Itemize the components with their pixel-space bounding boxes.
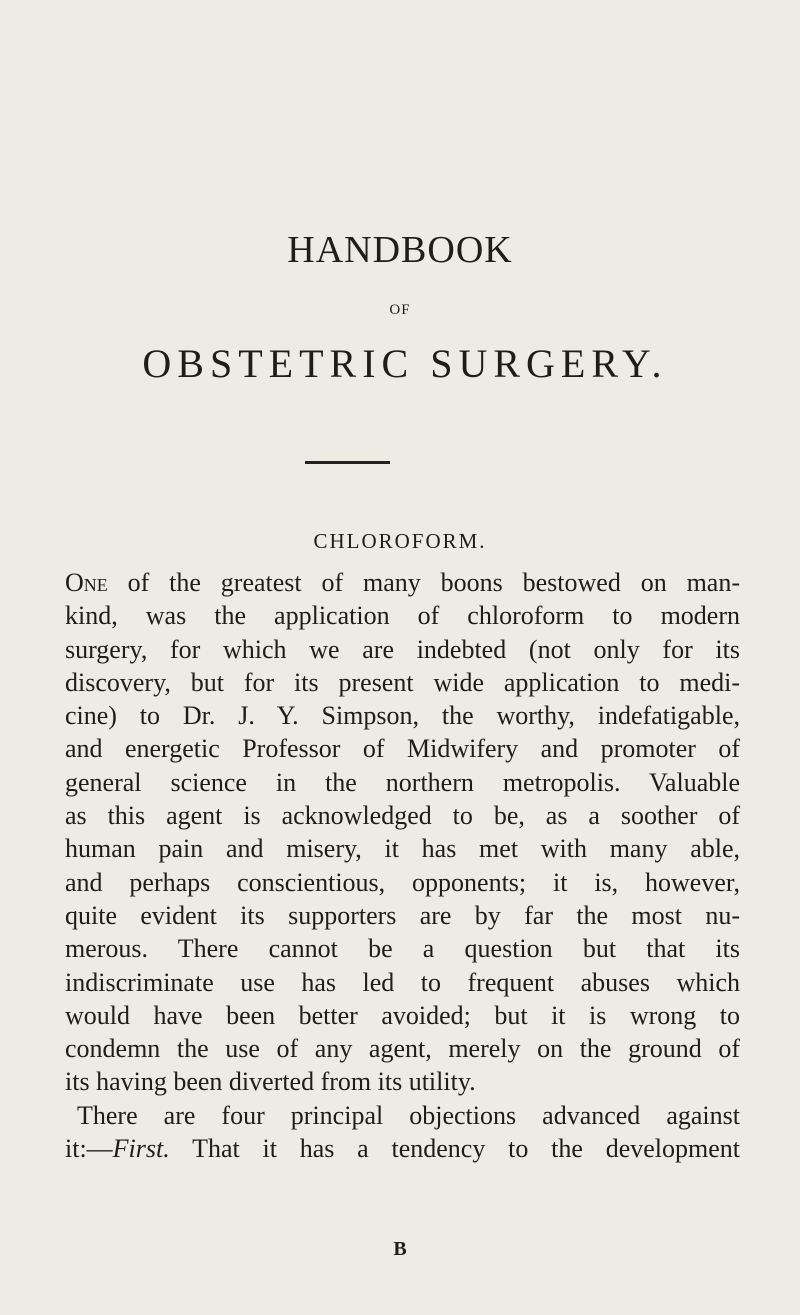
text-line-8: as this agent is acknowledged to be, as a soother of: [65, 801, 740, 831]
text-line-17: There are four principal objections advanced against: [77, 1100, 740, 1130]
body-paragraph: [65, 566, 740, 1165]
text-line-11: quite evident its supporters are by far the most nu-: [65, 900, 740, 930]
text-line-10: and perhaps conscientious, opponents; it is, however,: [65, 867, 740, 897]
title-connector: OF: [389, 302, 411, 318]
section-heading: CHLOROFORM.: [313, 529, 487, 553]
text-line-5: cine) to Dr. J. Y. Simpson, the worthy, indefatigable,: [65, 701, 740, 731]
text-line-9: human pain and misery, it has met with many able,: [65, 834, 740, 864]
text-line-14: would have been better avoided; but it is wrong to: [65, 1000, 740, 1030]
signature-mark: B: [393, 1238, 407, 1260]
text-line-15: condemn the use of any agent, merely on the ground of: [65, 1034, 740, 1064]
book-title: HANDBOOK: [287, 229, 513, 271]
text-line-6: and energetic Professor of Midwifery and promoter of: [65, 734, 740, 764]
text-line-7: general science in the northern metropolis. Valuable: [65, 767, 740, 797]
divider-rule: [305, 461, 390, 464]
text-line-16: its having been diverted from its utility.: [65, 1067, 476, 1097]
text-line-1: [65, 566, 740, 599]
text-line-1-rest: of the greatest of many boons bestowed on man-: [107, 568, 740, 597]
text-line-18: [65, 1132, 740, 1165]
text-line-13: indiscriminate use has led to frequent abuses which: [65, 967, 740, 997]
text-line-2: kind, was the application of chloroform to modern: [65, 601, 740, 631]
text-line-4: discovery, but for its present wide application to medi-: [65, 667, 740, 697]
text-line-3: surgery, for which we are indebted (not only for its: [65, 634, 740, 664]
emphasis-first: First.: [112, 1134, 170, 1164]
text-line-18-rest: That it has a tendency to the development: [169, 1134, 740, 1164]
book-subtitle: OBSTETRIC SURGERY.: [142, 341, 668, 386]
drop-word: One: [65, 568, 108, 597]
text-line-18-start: it:—: [65, 1134, 113, 1164]
text-line-12: merous. There cannot be a question but that its: [65, 934, 740, 964]
